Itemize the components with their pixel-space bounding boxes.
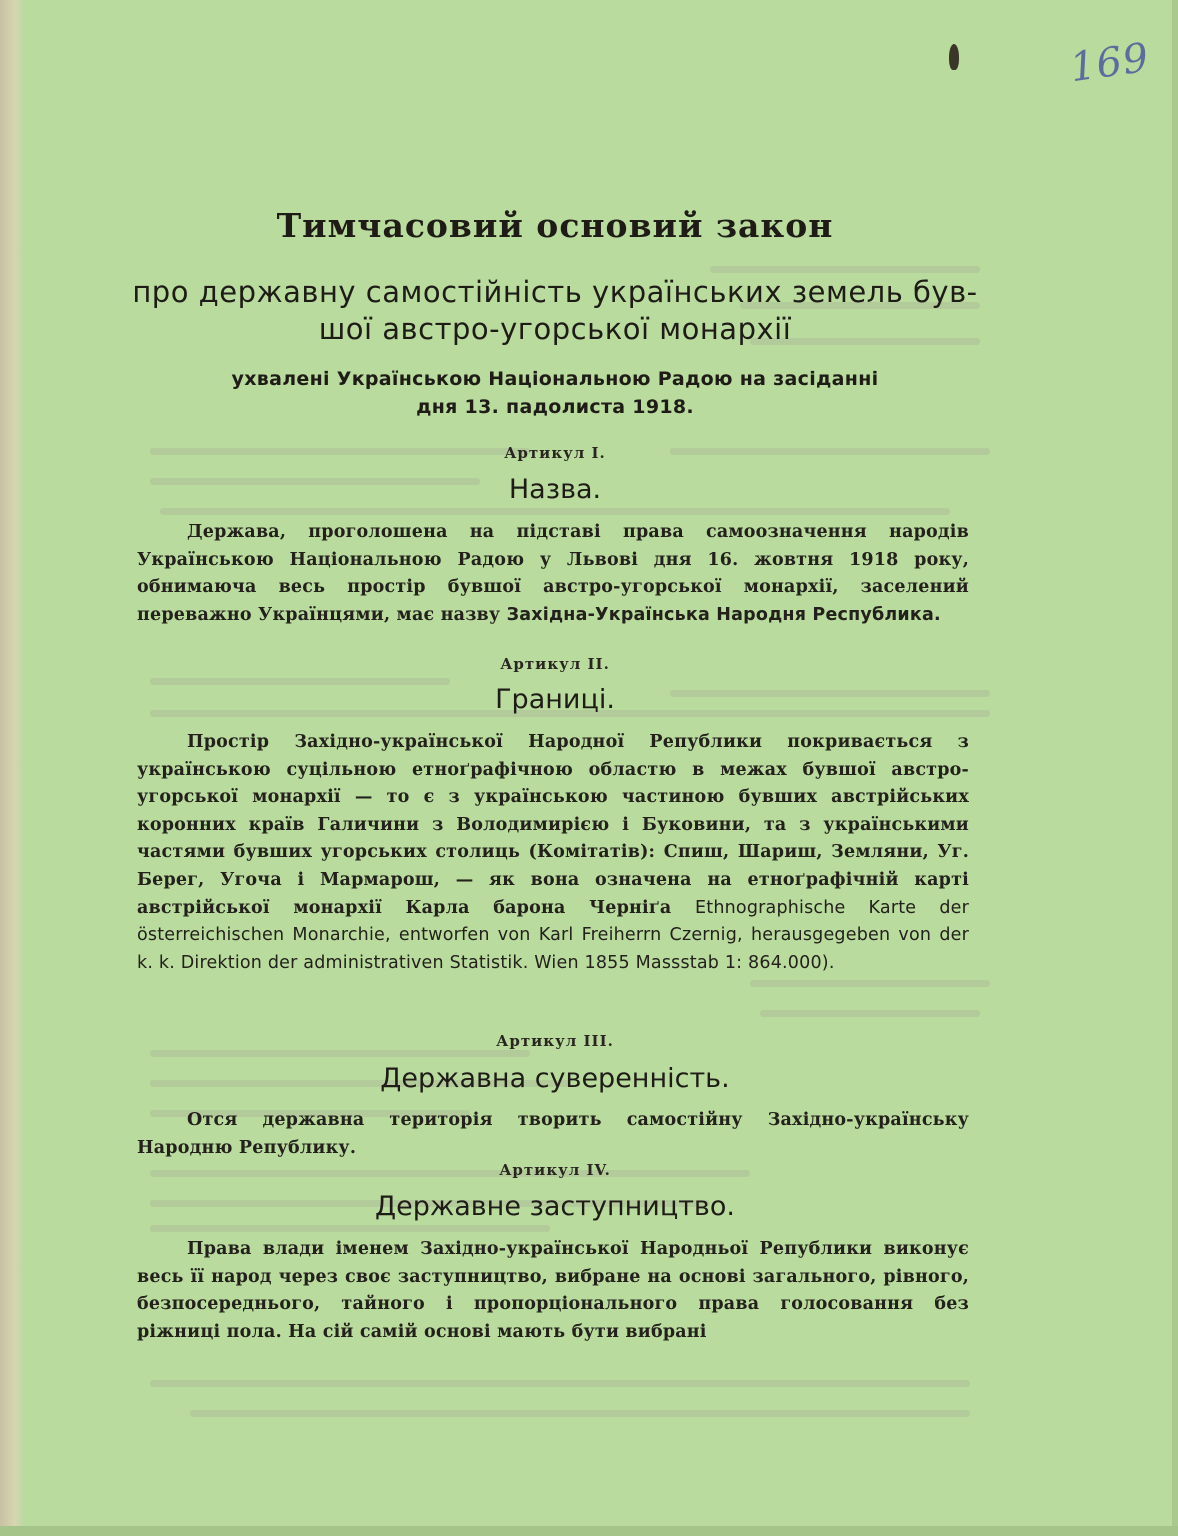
republic-name: Західна-Українська Народня Республика. (506, 604, 941, 625)
adoption-note (120, 365, 990, 421)
article-3-label: Артикул III. (496, 1032, 614, 1050)
article-2-map-reference: Ethnographische Karte der österreichischen Monarchie, entworfen von Karl Freiherrn Czernig, herausgegeben von der k. k. Direktion der administrativen Statistik. Wien 1855 Massstab 1: 864.000). (137, 897, 969, 973)
document-subtitle (120, 274, 990, 348)
article-2-body: Простір Західно-української Народної Републики покривається з українською суцільною етноґрафічною областю в межах бувшої австро-угорської монархії — то є з українською частиною бувших австрійських коронних країв Галичини з Володимирією і Буковини, та з українськими частями бувших угорських столиць (Комітатів): Спиш, Шариш, Земляни, Уг. Берег, Угоча і Мармарош, — як вона означена на етноґрафічній карті австрійської монархії Карла барона Черніґа (137, 732, 969, 918)
article-1-label: Артикул I. (504, 444, 606, 462)
subtitle-line-2: шої австро-угорської монархії (318, 312, 792, 346)
page-edge-bottom (0, 1526, 1178, 1536)
article-2-title: Границі. (495, 684, 615, 715)
article-2-text (137, 729, 969, 977)
ink-blot (949, 44, 959, 70)
document-title: Тимчасовий основий закон (276, 206, 834, 245)
binding-strip (0, 0, 24, 1536)
article-4-text: Права влади іменем Західно-української Народньої Републики виконує весь її народ через своє заступництво, вибране на основі загального, рівного, безпосереднього, тайного і пропорціонального права голосовання без ріжниці пола. На сій самій основі мають бути вибрані (137, 1239, 969, 1342)
handwritten-page-number: 169 (1067, 34, 1153, 92)
subtitle-line-1: про державну самостійність українських земель був- (132, 275, 978, 309)
article-3-text: Отся державна територія творить самостійну Західно-українську Народню Републику. (137, 1110, 969, 1158)
adoption-line-2: дня 13. падолиста 1918. (416, 396, 694, 418)
adoption-line-1: ухвалені Українською Національною Радою на засіданні (231, 368, 879, 390)
article-1-text (137, 519, 969, 629)
article-4-title: Державне заступництво. (375, 1191, 735, 1222)
article-1-body: Держава, проголошена на підставі права самоозначення народів Українською Національною Радою у Львові дня 16. жовтня 1918 року, обнимаюча весь простір бувшої австро-угорської монархії, заселений переважно Українцями, має назву (137, 522, 969, 625)
article-4-label: Артикул IV. (499, 1161, 611, 1179)
page-edge-right (1172, 0, 1178, 1536)
article-3-title: Державна суверенність. (380, 1063, 730, 1094)
article-2-label: Артикул II. (500, 655, 610, 673)
article-1-title: Назва. (508, 474, 602, 505)
